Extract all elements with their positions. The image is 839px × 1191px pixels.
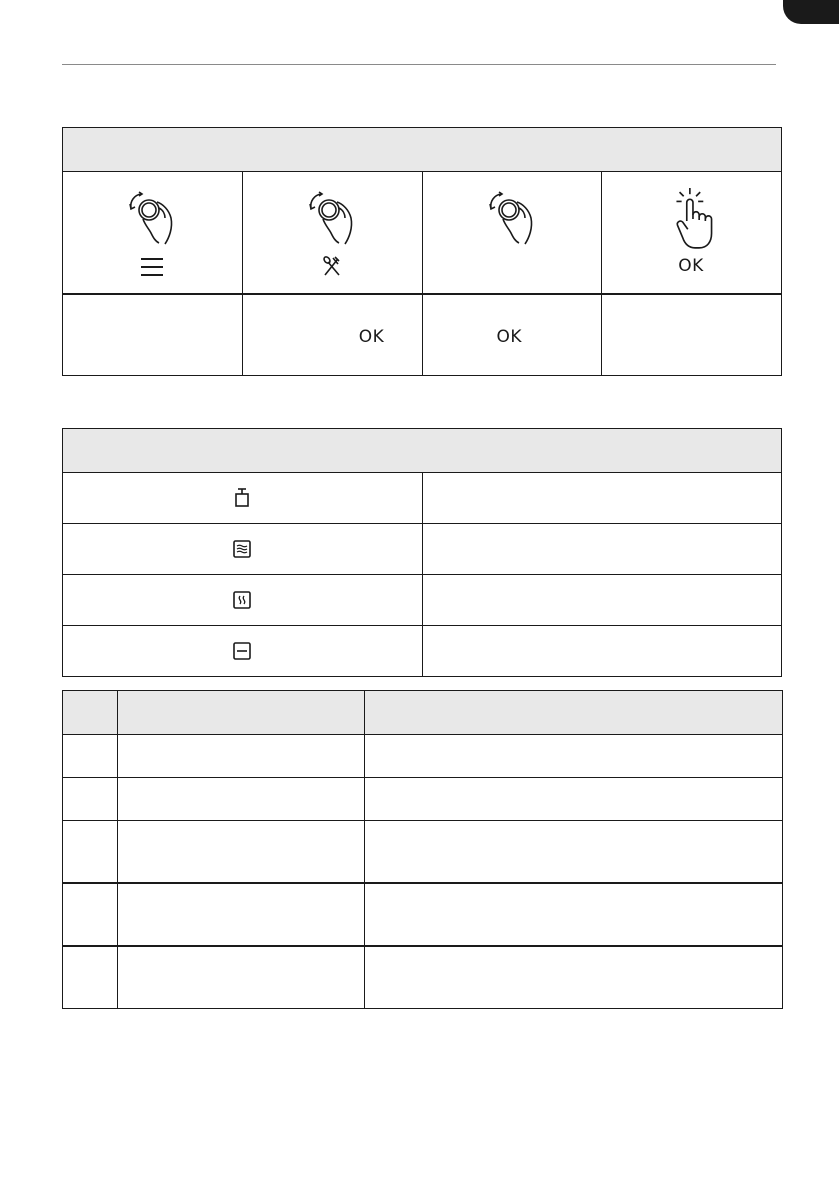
table-cell [365,735,783,778]
table-cell [365,821,783,884]
ok-label: OK [358,327,385,347]
table-cell [118,946,365,1009]
step-3-instruction [422,294,602,376]
table-row [63,821,783,884]
rotate-knob-icon [123,186,183,250]
table-cell [365,946,783,1009]
symbols-table [62,428,782,677]
table-cell [118,821,365,884]
minus-box-icon [233,642,251,660]
step-1-icon-cell [63,172,243,295]
header-rule [62,64,776,65]
table-row [63,946,783,1009]
timer-icon [234,488,250,508]
symbol-description [422,626,782,677]
section-tab [783,0,839,24]
symbol-cell [63,626,423,677]
step-2-icon-cell [242,172,422,295]
ok-label: OK [678,256,704,276]
step-4-icon-cell [602,172,782,295]
table-cell [365,778,783,821]
menu-icon [141,257,163,277]
column-header [63,691,118,735]
table-row [63,735,783,778]
step-4-instruction [602,294,782,376]
ok-label: OK [496,327,523,347]
table-cell [118,778,365,821]
table-row [63,778,783,821]
step-3-icon-cell [422,172,602,295]
steps-table [62,127,782,376]
table-cell [63,821,118,884]
table-row [63,883,783,946]
table-cell [118,883,365,946]
table-cell [118,735,365,778]
tap-icon [664,188,724,252]
steps-table-header [63,128,782,172]
symbol-description [422,524,782,575]
table-cell [365,883,783,946]
table-cell [63,946,118,1009]
step-2-instruction [242,294,422,376]
table-cell [63,883,118,946]
rotate-knob-icon [483,186,543,250]
symbols-table-header [63,429,782,473]
symbol-description [422,575,782,626]
steam-level-icon [233,540,251,558]
symbol-cell [63,524,423,575]
column-header [118,691,365,735]
heat-wave-icon [233,591,251,609]
symbol-cell [63,473,423,524]
column-header [365,691,783,735]
table-cell [63,778,118,821]
symbol-cell [63,575,423,626]
rotate-knob-icon [303,186,363,250]
cutlery-icon [323,256,341,276]
table-cell [63,735,118,778]
settings-table [62,690,783,1009]
step-1-instruction [63,294,243,376]
symbol-description [422,473,782,524]
